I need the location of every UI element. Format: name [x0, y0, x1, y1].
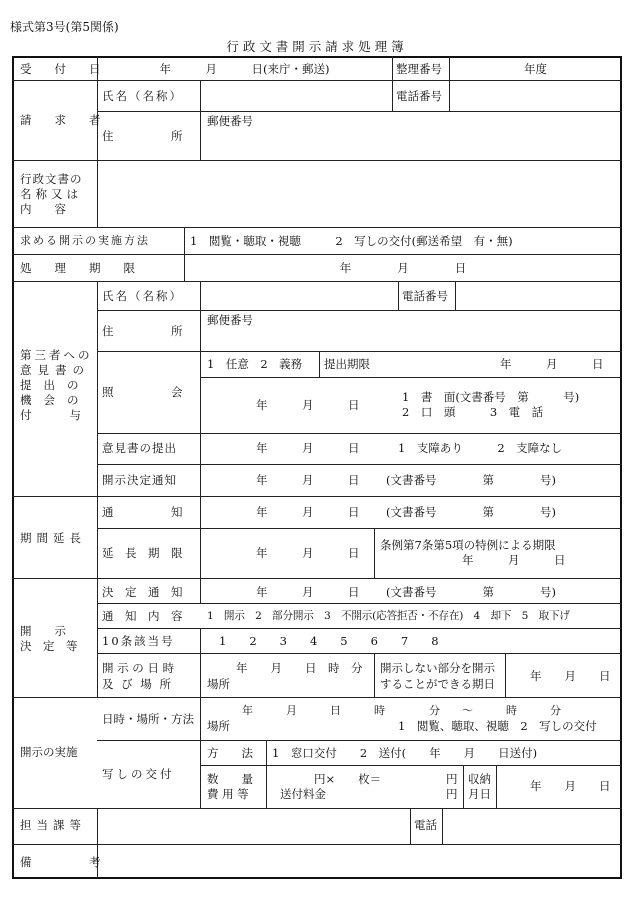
fiscal-year[interactable]: 年度 [524, 62, 547, 76]
decision-notice-row-value[interactable]: (文書番号 第 号) [386, 585, 556, 599]
third-party-label-line5: 付与 [20, 408, 119, 422]
quantity-label-line1: 数 量 [207, 772, 253, 786]
period-value[interactable]: 年 月 日 [339, 261, 467, 275]
third-party-name-label: 氏名（名称） [102, 289, 183, 303]
implementation-when-label: 日時・場所・方法 [102, 712, 194, 726]
implementation-place-label: 場所 [207, 719, 230, 733]
third-party-address-label: 住 所 [102, 324, 183, 338]
extension-period-label: 延 長 期 限 [102, 546, 183, 560]
disclosure-place-label: 場所 [207, 677, 230, 691]
notice-content-value[interactable]: 1 開示 2 部分開示 3 不開示(応答拒否・不存在) 4 却下 5 取下げ [207, 610, 570, 622]
document-label-line1: 行政文書の [20, 172, 83, 186]
form-number: 様式第3号(第5関係) [10, 20, 119, 34]
period-label: 処 理 期 限 [20, 261, 135, 275]
third-party-label-line3: 提出の [20, 378, 91, 392]
opinion-label: 意見書の提出 [102, 441, 177, 455]
inquiry-method-2[interactable]: 2 口 頭 3 電 話 [402, 405, 544, 419]
requester-label: 請 求 者 [20, 113, 101, 127]
decision-notice-label: 開示決定通知 [102, 473, 177, 487]
opinion-date[interactable]: 年 月 日 [256, 441, 360, 455]
disclosure-when-label-line2: 及 び 場 所 [102, 677, 173, 691]
receipt-label: 受 付 日 [20, 62, 101, 76]
extension-special-line1: 条例第7条第5項の特例による期限 [380, 538, 556, 552]
article10-label: 10条該当号 [102, 634, 175, 648]
extension-notice-label: 通 知 [102, 505, 183, 519]
implementation-method-value[interactable]: 1 閲覧、聴取、視聴 2 写しの交付 [398, 719, 597, 733]
implementation-label: 開示の実施 [20, 745, 78, 759]
deadline-label: 提出期限 [324, 357, 370, 371]
form-title: 行 政 文 書 開 示 請 求 処 理 簿 [226, 39, 404, 54]
inquiry-type[interactable]: 1 任意 2 義務 [207, 357, 303, 371]
inquiry-date[interactable]: 年 月 日 [256, 398, 360, 412]
third-party-label-line2: 意見書の [20, 363, 90, 377]
extension-period-date[interactable]: 年 月 日 [256, 546, 360, 560]
requester-phone-label: 電話番号 [396, 89, 442, 103]
note-label: 備 考 [20, 855, 101, 869]
inquiry-method-1[interactable]: 1 書 面(文書番号 第 号) [402, 390, 580, 404]
notice-content-label: 通 知 内 容 [102, 609, 183, 623]
requester-name-label: 氏名（名称） [102, 89, 183, 103]
article10-value[interactable]: 1 2 3 4 5 6 7 8 [219, 634, 439, 648]
fee-yen-2: 円 [446, 787, 458, 801]
copy-method-label: 方 法 [207, 746, 253, 760]
disclosure-when-label-line1: 開 示 の 日 時 [102, 661, 175, 675]
extension-label: 期間延長 [20, 531, 86, 545]
decision-notice-value[interactable]: (文書番号 第 号) [386, 473, 556, 487]
decision-notice-date[interactable]: 年 月 日 [256, 473, 360, 487]
partial-disclosure-line1: 開示しない部分を開示 [380, 661, 495, 675]
decision-notice-row-date[interactable]: 年 月 日 [256, 585, 360, 599]
deadline-value[interactable]: 年 月 日 [500, 357, 604, 371]
payment-label-line1: 収納 [468, 772, 491, 786]
copy-delivery-label: 写しの交付 [102, 767, 175, 781]
requester-address-label: 住 所 [102, 129, 183, 143]
inquiry-label: 照 会 [102, 385, 183, 399]
partial-disclosure-date[interactable]: 年 月 日 [530, 669, 611, 683]
decision-label-line1: 開 示 [20, 624, 66, 638]
document-label-line3: 内 容 [20, 202, 66, 216]
extension-special-line2[interactable]: 年 月 日 [462, 553, 566, 567]
quantity-label-line2: 費 用 等 [207, 787, 249, 801]
partial-disclosure-line2: することができる期日 [380, 677, 495, 691]
method-label: 求める開示の実施方法 [20, 234, 150, 247]
decision-notice-row-label: 決 定 通 知 [102, 585, 183, 599]
copy-method-value[interactable]: 1 窓口交付 2 送付( 年 月 日送付) [272, 746, 538, 760]
third-party-phone-label: 電話番号 [402, 289, 448, 303]
staff-phone-label: 電話 [414, 818, 437, 832]
receipt-date[interactable]: 年 月 日(来庁・郵送) [159, 62, 330, 76]
reference-number-label: 整理番号 [396, 62, 442, 76]
document-label-line2: 名称又は [20, 187, 82, 201]
third-party-label-line4: 機会の [20, 393, 91, 407]
extension-notice-date[interactable]: 年 月 日 [256, 505, 360, 519]
extension-notice-value[interactable]: (文書番号 第 号) [386, 505, 556, 519]
disclosure-when-value[interactable]: 年 月 日 時 分 [236, 661, 363, 675]
fee-yen-1: 円 [446, 772, 458, 786]
decision-label-line2: 決 定 等 [20, 639, 78, 653]
payment-date[interactable]: 年 月 日 [530, 779, 611, 793]
implementation-when-value[interactable]: 年 月 日 時 分 〜 時 分 [242, 704, 561, 717]
method-value[interactable]: 1 閲覧・聴取・視聴 2 写しの交付(郵送希望 有・無) [190, 234, 513, 248]
postage-label: 送付料金 [280, 787, 326, 801]
opinion-value[interactable]: 1 支障あり 2 支障なし [398, 441, 563, 455]
payment-label-line2: 月日 [468, 787, 491, 801]
third-party-postal-label: 郵便番号 [207, 313, 253, 327]
fee-formula[interactable]: 円× 枚＝ [314, 772, 382, 786]
staff-label: 担当課等 [20, 818, 86, 832]
requester-postal-label: 郵便番号 [207, 114, 253, 128]
third-party-label-line1: 第三者への [20, 348, 93, 362]
